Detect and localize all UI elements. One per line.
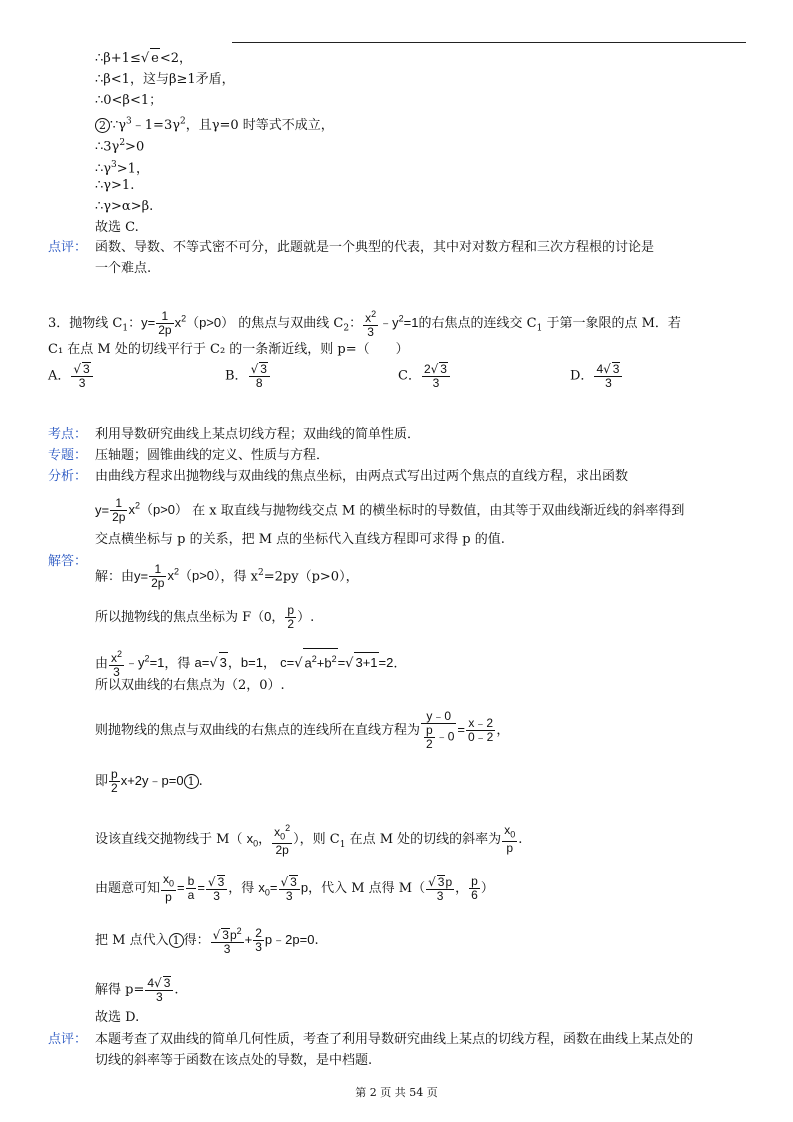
- kaodian-label: 考点：: [48, 427, 88, 442]
- header-rule: [232, 42, 746, 43]
- fenxi-line-1: 由曲线方程求出抛物线与双曲线的焦点坐标，由两点式写出过两个焦点的直线方程，求出函数: [95, 469, 629, 484]
- fenxi-line-3: 交点横坐标与 p 的关系，把 M 点的坐标代入直线方程即可求得 p 的值.: [95, 532, 505, 547]
- page-footer: 第 2 页 共 54 页: [355, 1086, 438, 1099]
- circled-two: 2: [95, 118, 110, 133]
- jieda-line-1: 解：由y= $\frac{1}{2p}$ $x^2(p>0)$，得 $x^2=2py(p>0)$，: [95, 562, 359, 591]
- sol-line-7: ∴γ>1.: [95, 178, 135, 193]
- zhuanti-label: 专题：: [48, 448, 88, 463]
- jieda-line-8: 由题意可知 $\frac{x_0}{p}$ = $\frac{b}{a}$ = $\frac{√ 3}{3}$ ，得 $x_0=$ $\frac{√ 3}{3}$ p，代入 M 点得 M（ $\frac{√ 3p}{3}$ ， $\frac{p}{6}$ ）: [95, 872, 494, 905]
- jieda-label: 解答：: [48, 554, 88, 569]
- zhuanti-text: 压轴题；圆锥曲线的定义、性质与方程．: [95, 448, 330, 463]
- jieda-line-4: 所以双曲线的右焦点为（2，0）.: [95, 678, 285, 693]
- jieda-line-11: 故选 D.: [95, 1010, 140, 1025]
- review-line-2: 一个难点.: [95, 261, 152, 276]
- sol-line-6: $\therefore\gamma^3>1$，: [95, 160, 149, 177]
- option-a: A． $\frac{√ 3}{3}$: [48, 362, 94, 390]
- jieda-line-6: 即 $\frac{p}{2}$ x+2y﹣p=0 1 .: [95, 767, 203, 795]
- jieda-line-9: 把 M 点代入 1 得： $\frac{√ 3p^2}{3}$ + $\frac{2}{3}$ p﹣2p=0.: [95, 926, 319, 956]
- sol-line-4: 2 $\because\gamma^3﹣1=3\gamma^2$，且γ=0 时等式不成立，: [95, 112, 334, 136]
- option-b: B． $\frac{√ 3}{8}$: [225, 362, 271, 390]
- jieda-line-10: 解得 p= $\frac{4√ 3}{3}$ .: [95, 976, 179, 1004]
- jieda-line-3: 由 $\frac{x^2}{3}$ $﹣y^2=1$，得 a=√ 3，b=1， c=√ $a^2+b^2=√$ 3+1=2.: [95, 649, 398, 680]
- dianping-line-1: 本题考查了双曲线的简单几何性质，考查了利用导数研究曲线上某点的切线方程，函数在曲线上某点处的: [95, 1032, 694, 1047]
- sol-line-2: ∴β<1，这与β≥1矛盾，: [95, 72, 235, 87]
- question-stem-1: 3．抛物线 $C_1$：y= $\frac{1}{2p}$ $x^2(p>0)$ 的焦点与双曲线 $C_2$： $\frac{x^2}{3}$ $﹣y^2=1$的右焦点的连线交 $C_1$ 于第一象限的点 M．若: [48, 309, 681, 339]
- fenxi-label: 分析：: [48, 469, 88, 484]
- option-d: D． $\frac{4√ 3}{3}$: [570, 362, 623, 390]
- dianping-line-2: 切线的斜率等于函数在该点处的导数，是中档题.: [95, 1053, 373, 1068]
- jieda-line-2: 所以抛物线的焦点坐标为 F（0， $\frac{p}{2}$ ）.: [95, 603, 315, 631]
- sol-line-5: $\therefore 3\gamma^2>0$: [95, 138, 145, 155]
- sol-line-8: ∴γ>α>β.: [95, 199, 154, 214]
- question-stem-2: C₁ 在点 M 处的切线平行于 C₂ 的一条渐近线，则 p=（ ）: [48, 342, 409, 357]
- review-line-1: 函数、导数、不等式密不可分，此题就是一个典型的代表，其中对对数方程和三次方程根的讨论是: [95, 240, 655, 255]
- sol-line-1: ∴β+1≤√ e<2，: [95, 48, 192, 69]
- sol-line-3: ∴0<β<1；: [95, 93, 163, 108]
- dianping-label: 点评：: [48, 1032, 88, 1047]
- kaodian-text: 利用导数研究曲线上某点切线方程；双曲线的简单性质．: [95, 427, 421, 442]
- fenxi-line-2: y= $\frac{1}{2p}$ $x^2(p>0)$ 在 x 取直线与抛物线交点 M 的横坐标时的导数值，由其等于双曲线渐近线的斜率得到: [95, 496, 685, 525]
- option-c: C． $\frac{2√ 3}{3}$: [398, 362, 451, 390]
- sol-line-9: 故选 C.: [95, 220, 139, 235]
- review-label: 点评：: [48, 240, 88, 255]
- jieda-line-5: 则抛物线的焦点与双曲线的右焦点的连线所在直线方程为 y﹣0 $\frac{p}{2}$ ﹣0 = $\frac{x﹣2}{0﹣2}$ ，: [95, 709, 510, 751]
- jieda-line-7: 设该直线交抛物线于 M（ $x_0$， $\frac{x_0^2}{2p}$ ），则 $C_1$ 在点 M 处的切线的斜率为 $\frac{x_0}{p}$ .: [95, 823, 523, 858]
